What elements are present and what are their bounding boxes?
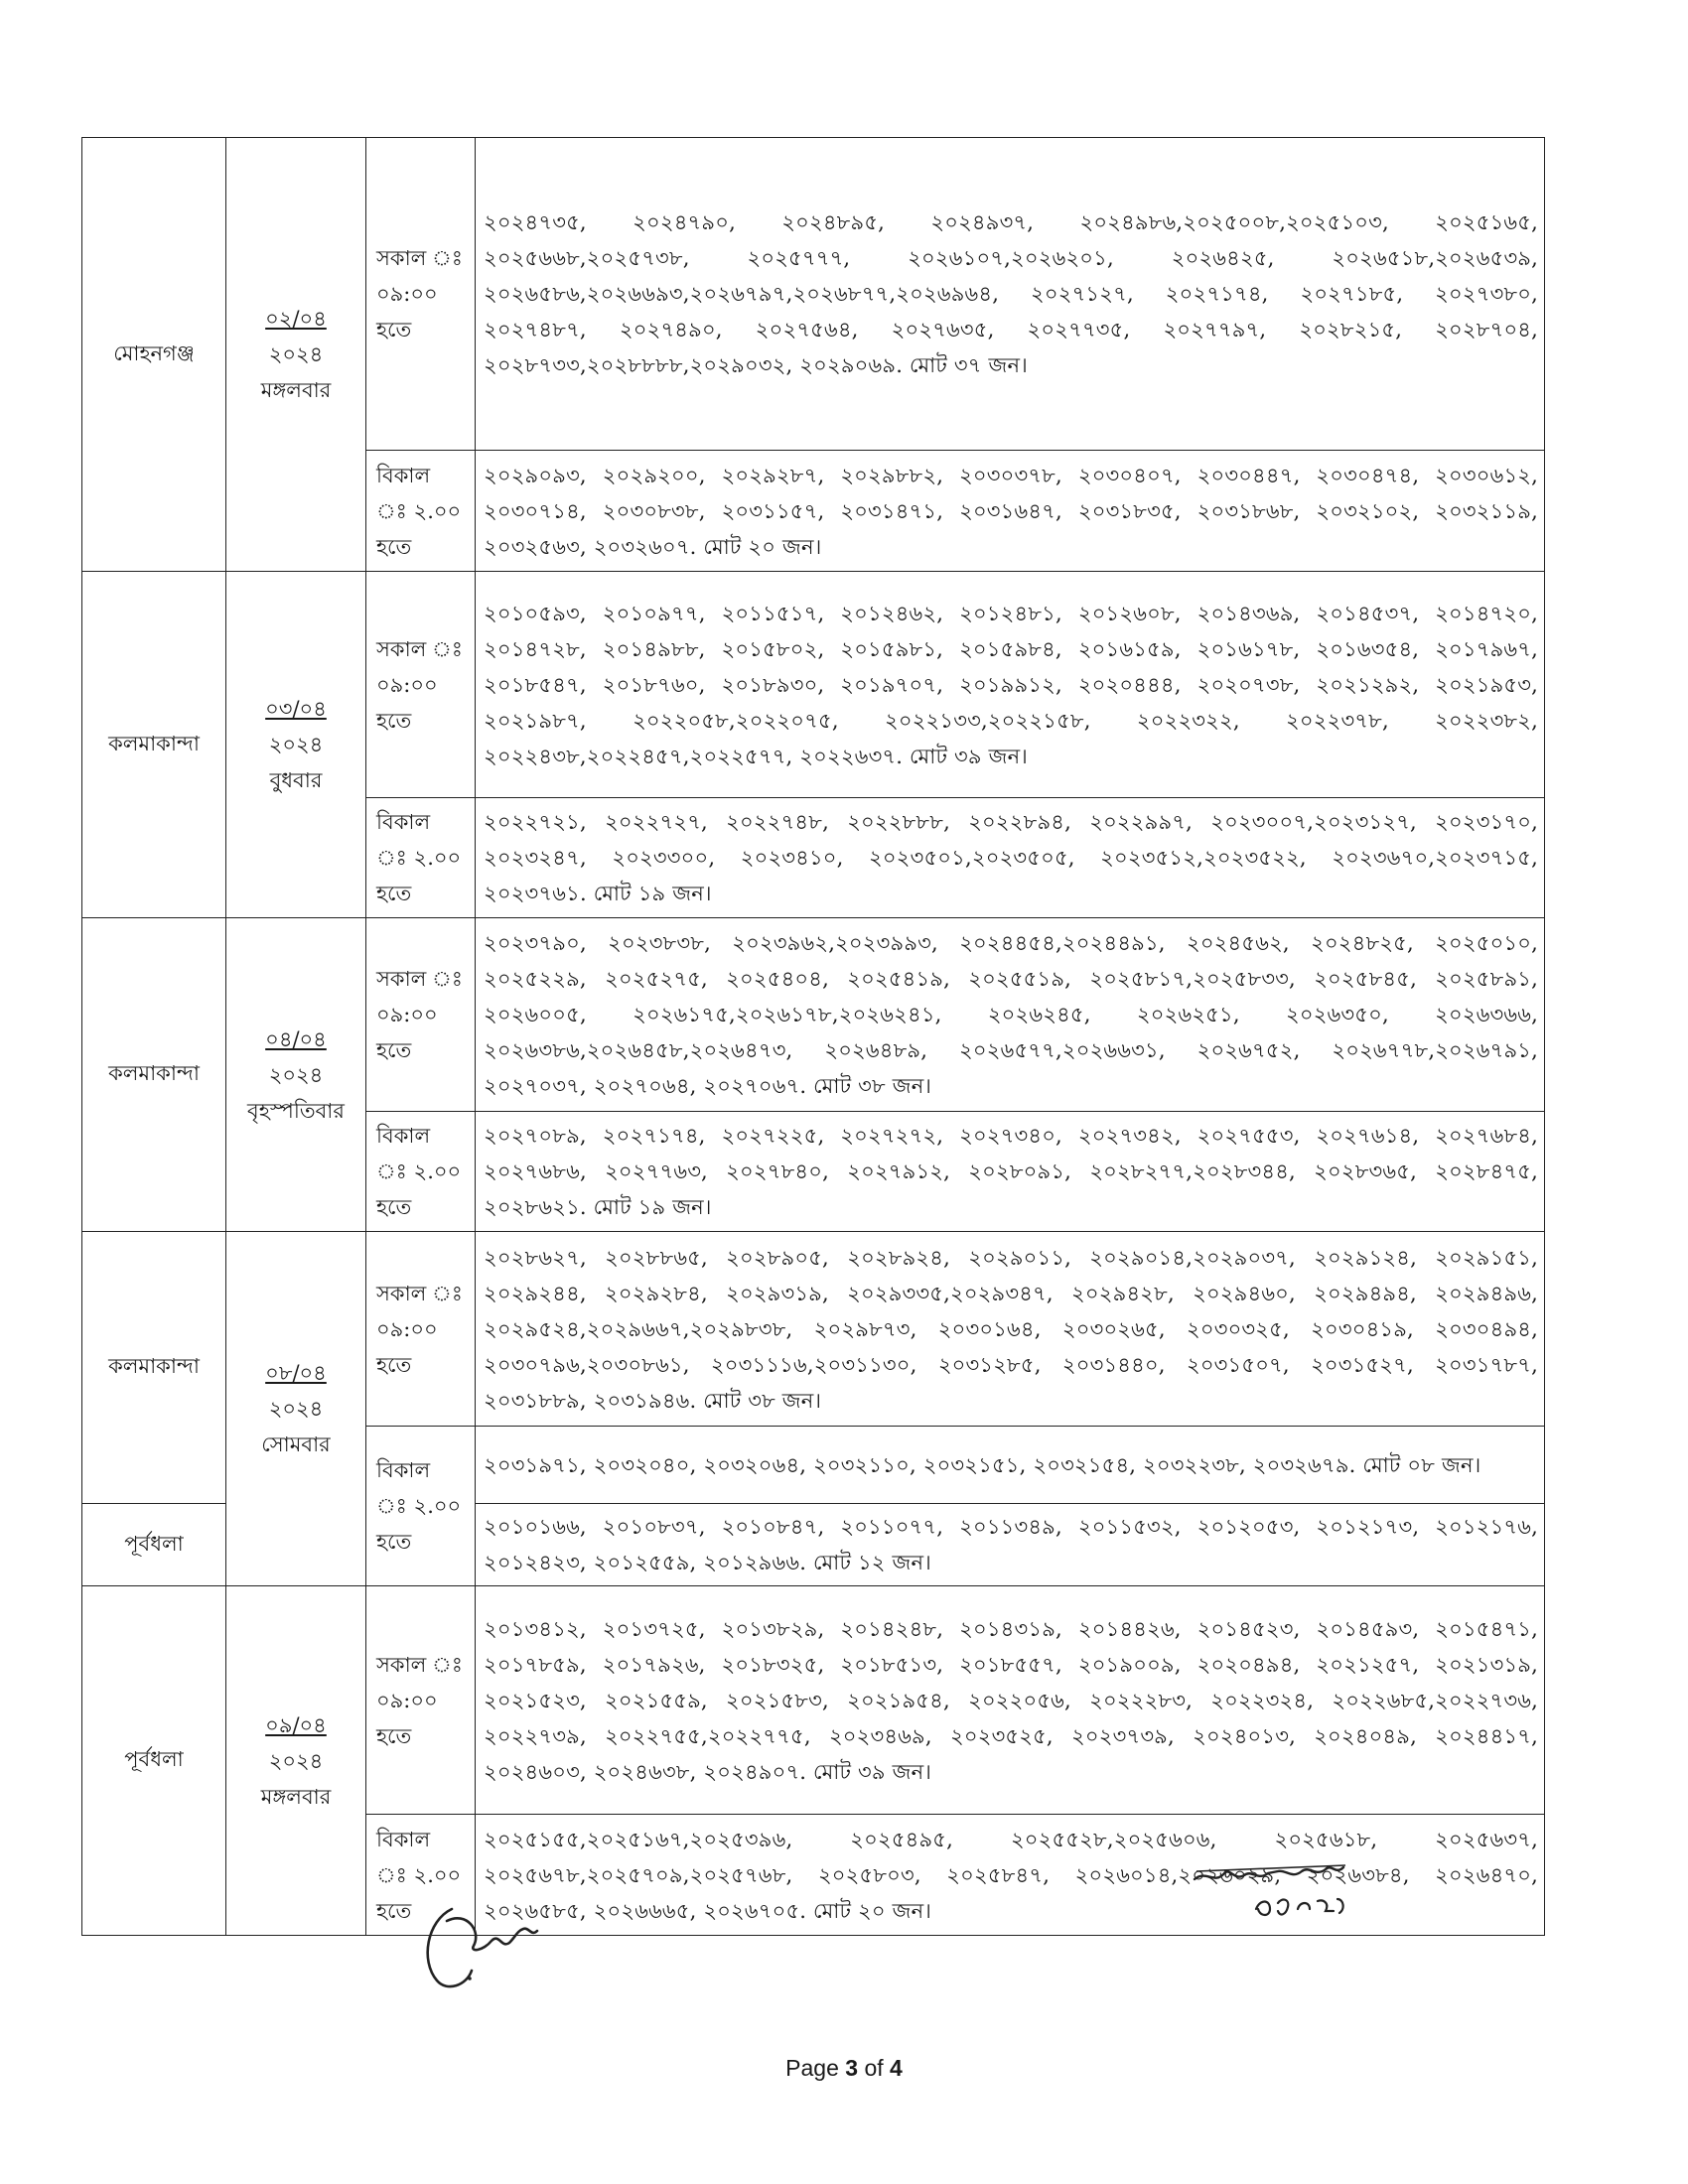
shift-time: ঃ ২.০০: [376, 846, 462, 870]
exam-schedule-table: [81, 137, 1545, 1936]
shift-time: ০৯:০০: [376, 1688, 438, 1712]
date: ০৩/০৪: [265, 697, 327, 721]
roll-list: ২০২২৭২১, ২০২২৭২৭, ২০২২৭৪৮, ২০২২৮৮৮, ২০২২৮৯৪, ২০২২৯৯৭, ২০২৩০০৭,২০২৩১২৭, ২০২৩১৭০, ২০২৩২৪৭, ২০২৩৩০০, ২০২৩৪১০, ২০২৩৫০১,২০২৩৫০৫, ২০২৩৫১২,২০২৩৫২২, ২০২৩৬৭০,২০২৩৭১৫, ২০২৩৭৬১. মোট ১৯ জন।: [476, 798, 1545, 918]
roll-list: ২০২৪৭৩৫, ২০২৪৭৯০, ২০২৪৮৯৫, ২০২৪৯৩৭, ২০২৪৯৮৬,২০২৫০০৮,২০২৫১০৩, ২০২৫১৬৫, ২০২৫৬৬৮,২০২৫৭৩৮, ২০২৫৭৭৭, ২০২৬১০৭,২০২৬২০১, ২০২৬৪২৫, ২০২৬৫১৮,২০২৬৫৩৯, ২০২৬৫৮৬,২০২৬৬৯৩,২০২৬৭৯৭,২০২৬৮৭৭,২০২৬৯৬৪, ২০২৭১২৭, ২০২৭১৭৪, ২০২৭১৮৫, ২০২৭৩৮০, ২০২৭৪৮৭, ২০২৭৪৯০, ২০২৭৫৬৪, ২০২৭৬৩৫, ২০২৭৭৩৫, ২০২৭৭৯৭, ২০২৮২১৫, ২০২৮৭০৪, ২০২৮৭৩৩,২০২৮৮৮৮,২০২৯০৩২, ২০২৯০৬৯. মোট ৩৭ জন।: [476, 138, 1545, 451]
roll-list: ২০২৯০৯৩, ২০২৯২০০, ২০২৯২৮৭, ২০২৯৮৮২, ২০৩০৩৭৮, ২০৩০৪০৭, ২০৩০৪৪৭, ২০৩০৪৭৪, ২০৩০৬১২, ২০৩০৭১৪, ২০৩০৮৩৮, ২০৩১১৫৭, ২০৩১৪৭১, ২০৩১৬৪৭, ২০৩১৮৩৫, ২০৩১৮৬৮, ২০৩২১০২, ২০৩২১১৯, ২০৩২৫৬৩, ২০৩২৬০৭. মোট ২০ জন।: [476, 451, 1545, 572]
shift-time: ঃ ২.০০: [376, 1160, 462, 1183]
schedule-row: [82, 138, 1545, 451]
shift-time: ০৯:০০: [376, 672, 438, 697]
upazila-cell: কলমাকান্দা: [82, 572, 226, 918]
morning-shift-cell: [366, 918, 476, 1112]
shift-time: ঃ ২.০০: [376, 1494, 462, 1518]
afternoon-shift-cell: [366, 1427, 476, 1586]
schedule-row: [82, 572, 1545, 798]
afternoon-shift-cell: [366, 1112, 476, 1232]
year: ২০২৪: [268, 1062, 324, 1087]
date-cell: [226, 918, 366, 1232]
page-total: 4: [890, 2055, 903, 2081]
shift-time: ঃ ২.০০: [376, 498, 462, 523]
date: ০২/০৪: [265, 307, 327, 331]
date: ০৮/০৪: [265, 1361, 327, 1385]
shift-label: বিকাল: [376, 810, 431, 834]
afternoon-shift-cell: [366, 798, 476, 918]
schedule-row: [82, 918, 1545, 1112]
roll-list: ২০১০৫৯৩, ২০১০৯৭৭, ২০১১৫১৭, ২০১২৪৬২, ২০১২৪৮১, ২০১২৬০৮, ২০১৪৩৬৯, ২০১৪৫৩৭, ২০১৪৭২০, ২০১৪৭২৮, ২০১৪৯৮৮, ২০১৫৮০২, ২০১৫৯৮১, ২০১৫৯৮৪, ২০১৬১৫৯, ২০১৬১৭৮, ২০১৬৩৫৪, ২০১৭৯৬৭, ২০১৮৫৪৭, ২০১৮৭৬০, ২০১৮৯৩০, ২০১৯৭০৭, ২০১৯৯১২, ২০২০৪৪৪, ২০২০৭৩৮, ২০২১২৯২, ২০২১৯৫৩, ২০২১৯৮৭, ২০২২০৫৮,২০২২০৭৫, ২০২২১৩৩,২০২২১৫৮, ২০২২৩২২, ২০২২৩৭৮, ২০২২৩৮২, ২০২২৪৩৮,২০২২৪৫৭,২০২২৫৭৭, ২০২২৬৩৭. মোট ৩৯ জন।: [476, 572, 1545, 798]
roll-list: ২০২৮৬২৭, ২০২৮৮৬৫, ২০২৮৯০৫, ২০২৮৯২৪, ২০২৯০১১, ২০২৯০১৪,২০২৯০৩৭, ২০২৯১২৪, ২০২৯১৫১, ২০২৯২৪৪, ২০২৯২৮৪, ২০২৯৩১৯, ২০২৯৩৩৫,২০২৯৩৪৭, ২০২৯৪২৮, ২০২৯৪৬০, ২০২৯৪৯৪, ২০২৯৪৯৬, ২০২৯৫২৪,২০২৯৬৬৭,২০২৯৮৩৮, ২০২৯৮৭৩, ২০৩০১৬৪, ২০৩০২৬৫, ২০৩০৩২৫, ২০৩০৪১৯, ২০৩০৪৯৪, ২০৩০৭৯৬,২০৩০৮৬১, ২০৩১১১৬,২০৩১১৩০, ২০৩১২৮৫, ২০৩১৪৪০, ২০৩১৫০৭, ২০৩১৫২৭, ২০৩১৭৮৭, ২০৩১৮৮৯, ২০৩১৯৪৬. মোট ৩৮ জন।: [476, 1232, 1545, 1427]
schedule-row: [82, 1586, 1545, 1815]
shift-from: হতে: [376, 1195, 412, 1219]
shift-from: হতে: [376, 1038, 412, 1062]
year: ২০২৪: [268, 1748, 324, 1773]
shift-time: ঃ ২.০০: [376, 1862, 462, 1887]
morning-shift-cell: [366, 1586, 476, 1815]
page-footer: [0, 2055, 1688, 2082]
shift-from: হতে: [376, 1898, 412, 1923]
signature-left: [412, 1891, 551, 2000]
shift-from: হতে: [376, 534, 412, 559]
shift-from: হতে: [376, 882, 412, 905]
roll-list: ২০২৩৭৯০, ২০২৩৮৩৮, ২০২৩৯৬২,২০২৩৯৯৩, ২০২৪৪৫৪,২০২৪৪৯১, ২০২৪৫৬২, ২০২৪৮২৫, ২০২৫০১০, ২০২৫২২৯, ২০২৫২৭৫, ২০২৫৪০৪, ২০২৫৪১৯, ২০২৫৫১৯, ২০২৫৮১৭,২০২৫৮৩৩, ২০২৫৮৪৫, ২০২৫৮৯১, ২০২৬০০৫, ২০২৬১৭৫,২০২৬১৭৮,২০২৬২৪১, ২০২৬২৪৫, ২০২৬২৫১, ২০২৬৩৫০, ২০২৬৩৬৬, ২০২৬৩৮৬,২০২৬৪৫৮,২০২৬৪৭৩, ২০২৬৪৮৯, ২০২৬৫৭৭,২০২৬৬৩১, ২০২৬৭৫২, ২০২৬৭৭৮,২০২৬৭৯১, ২০২৭০৩৭, ২০২৭০৬৪, ২০২৭০৬৭. মোট ৩৮ জন।: [476, 918, 1545, 1112]
shift-label: সকাল ঃ: [376, 967, 463, 991]
year: ২০২৪: [268, 733, 324, 756]
upazila-cell: কলমাকান্দা: [82, 1232, 226, 1504]
shift-time: ০৯:০০: [376, 1003, 438, 1026]
date-cell: [226, 138, 366, 572]
signature-right: [1187, 1851, 1395, 1931]
shift-from: হতে: [376, 1723, 412, 1748]
roll-list: ২০৩১৯৭১, ২০৩২০৪০, ২০৩২০৬৪, ২০৩২১১০, ২০৩২১৫১, ২০৩২১৫৪, ২০৩২২৩৮, ২০৩২৬৭৯. মোট ০৮ জন।: [476, 1427, 1545, 1504]
shift-label: সকাল ঃ: [376, 1281, 463, 1305]
weekday: বুধবার: [269, 768, 323, 792]
afternoon-shift-cell: [366, 451, 476, 572]
morning-shift-cell: [366, 572, 476, 798]
upazila-cell: পূর্বধলা: [82, 1504, 226, 1586]
weekday: বৃহস্পতিবার: [247, 1098, 345, 1123]
shift-label: বিকাল: [376, 1124, 431, 1148]
year: ২০২৪: [268, 342, 324, 366]
weekday: সোমবার: [261, 1433, 331, 1456]
roll-list: ২০২৫১৫৫,২০২৫১৬৭,২০২৫৩৯৬, ২০২৫৪৯৫, ২০২৫৫২৮,২০২৫৬০৬, ২০২৫৬১৮, ২০২৫৬৩৭, ২০২৫৬৭৮,২০২৫৭০৯,২০২৫৭৬৮, ২০২৫৮০৩, ২০২৫৮৪৭, ২০২৬০১৪,২০২৬০২৯, ২০২৬৩৮৪, ২০২৬৪৭০, ২০২৬৫৮৫, ২০২৬৬৬৫, ২০২৬৭০৫. মোট ২০ জন।: [476, 1815, 1545, 1936]
morning-shift-cell: [366, 138, 476, 451]
shift-from: হতে: [376, 1352, 412, 1377]
date: ০৯/০৪: [265, 1712, 327, 1737]
shift-label: সকাল ঃ: [376, 1652, 463, 1677]
shift-time: ০৯:০০: [376, 282, 438, 306]
shift-label: বিকাল: [376, 1458, 431, 1482]
shift-from: হতে: [376, 708, 412, 733]
date-cell: [226, 572, 366, 918]
shift-label: সকাল ঃ: [376, 246, 463, 270]
upazila-cell: কলমাকান্দা: [82, 918, 226, 1232]
roll-list: ২০১৩৪১২, ২০১৩৭২৫, ২০১৩৮২৯, ২০১৪২৪৮, ২০১৪৩১৯, ২০১৪৪২৬, ২০১৪৫২৩, ২০১৪৫৯৩, ২০১৫৪৭১, ২০১৭৮৫৯, ২০১৭৯২৬, ২০১৮৩২৫, ২০১৮৫১৩, ২০১৮৫৫৭, ২০১৯০০৯, ২০২০৪৯৪, ২০২১২৫৭, ২০২১৩১৯, ২০২১৫২৩, ২০২১৫৫৯, ২০২১৫৮৩, ২০২১৯৫৪, ২০২২০৫৬, ২০২২২৮৩, ২০২২৩২৪, ২০২২৬৮৫,২০২২৭৩৬, ২০২২৭৩৯, ২০২২৭৫৫,২০২২৭৭৫, ২০২৩৪৬৯, ২০২৩৫২৫, ২০২৩৭৩৯, ২০২৪০১৩, ২০২৪০৪৯, ২০২৪৪১৭, ২০২৪৬০৩, ২০২৪৬৩৮, ২০২৪৯০৭. মোট ৩৯ জন।: [476, 1586, 1545, 1815]
page-number: 3: [845, 2055, 859, 2081]
year: ২০২৪: [268, 1397, 324, 1421]
weekday: মঙ্গলবার: [260, 378, 332, 402]
upazila-cell: মোহনগঞ্জ: [82, 138, 226, 572]
shift-label: বিকাল: [376, 1827, 431, 1851]
shift-from: হতে: [376, 1530, 412, 1554]
schedule-row: [82, 1232, 1545, 1427]
shift-from: হতে: [376, 318, 412, 341]
shift-time: ০৯:০০: [376, 1316, 438, 1341]
date-cell: [226, 1232, 366, 1586]
date-cell: [226, 1586, 366, 1936]
upazila-cell: পূর্বধলা: [82, 1586, 226, 1936]
roll-list: ২০১০১৬৬, ২০১০৮৩৭, ২০১০৮৪৭, ২০১১০৭৭, ২০১১৩৪৯, ২০১১৫৩২, ২০১২০৫৩, ২০১২১৭৩, ২০১২১৭৬, ২০১২৪২৩, ২০১২৫৫৯, ২০১২৯৬৬. মোট ১২ জন।: [476, 1504, 1545, 1586]
date: ০৪/০৪: [265, 1026, 327, 1051]
shift-label: বিকাল: [376, 463, 431, 487]
shift-label: সকাল ঃ: [376, 636, 463, 661]
roll-list: ২০২৭০৮৯, ২০২৭১৭৪, ২০২৭২২৫, ২০২৭২৭২, ২০২৭৩৪০, ২০২৭৩৪২, ২০২৭৫৫৩, ২০২৭৬১৪, ২০২৭৬৮৪, ২০২৭৬৮৬, ২০২৭৭৬৩, ২০২৭৮৪০, ২০২৭৯১২, ২০২৮০৯১, ২০২৮২৭৭,২০২৮৩৪৪, ২০২৮৩৬৫, ২০২৮৪৭৫, ২০২৮৬২১. মোট ১৯ জন।: [476, 1112, 1545, 1232]
of-word: of: [864, 2055, 884, 2081]
page-word: Page: [785, 2055, 839, 2081]
morning-shift-cell: [366, 1232, 476, 1427]
weekday: মঙ্গলবার: [260, 1784, 332, 1809]
